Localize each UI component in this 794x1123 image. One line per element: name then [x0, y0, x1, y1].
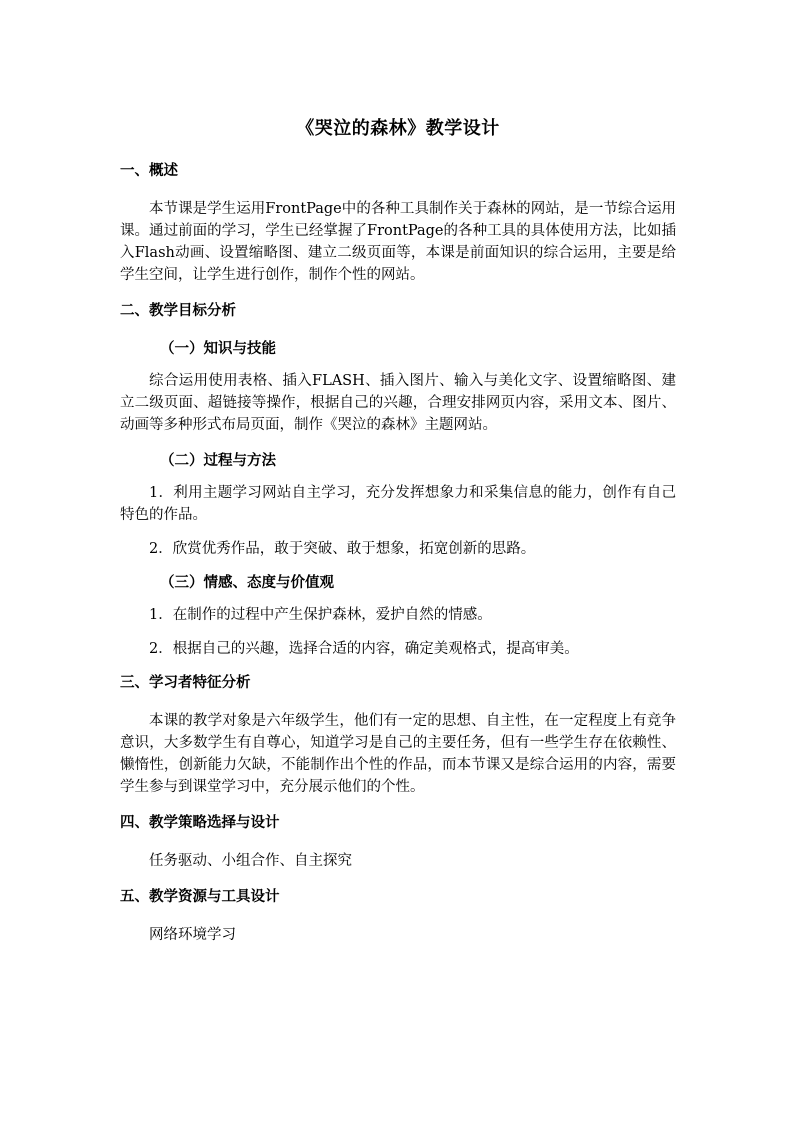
subheading-knowledge-skills: （一）知识与技能	[160, 340, 276, 357]
overview-paragraph: 本节课是学生运用FrontPage中的各种工具制作关于森林的网站，是一节综合运用课。通过前面的学习，学生已经掌握了FrontPage的各种工具的具体使用方法，比如插入Flash动画、设置缩略图、建立二级页面等，本课是前面知识的综合运用，主要是给学生空间，让学生进行创作，制作个性的网站。	[120, 201, 676, 283]
strategy-paragraph: 任务驱动、小组合作、自主探究	[149, 853, 352, 869]
document-title: 《哭泣的森林》教学设计	[296, 118, 500, 139]
section-heading-overview: 一、概述	[120, 162, 178, 179]
section-heading-objectives: 二、教学目标分析	[120, 302, 236, 319]
learner-analysis-paragraph: 本课的教学对象是六年级学生，他们有一定的思想、自主性，在一定程度上有竞争意识，大多数学生有自尊心，知道学习是自己的主要任务，但有一些学生存在依赖性、懒惰性，创新能力欠缺，不能制作出个性的作品，而本节课又是综合运用的内容，需要学生参与到课堂学习中，充分展示他们的个性。	[120, 713, 676, 795]
section-heading-strategy: 四、教学策略选择与设计	[120, 814, 280, 831]
knowledge-skills-paragraph: 综合运用使用表格、插入FLASH、插入图片、输入与美化文字、设置缩略图、建立二级页面、超链接等操作，根据自己的兴趣，合理安排网页内容，采用文本、图片、动画等多种形式布局页面，制作《哭泣的森林》主题网站。	[120, 373, 676, 433]
emotion-values-item-1: 1．在制作的过程中产生保护森林，爱护自然的情感。	[149, 607, 492, 623]
resources-paragraph: 网络环境学习	[149, 927, 236, 943]
section-heading-resources: 五、教学资源与工具设计	[120, 888, 280, 905]
subheading-process-method: （二）过程与方法	[160, 452, 276, 469]
subheading-emotion-values: （三）情感、态度与价值观	[160, 574, 334, 591]
section-heading-learner-analysis: 三、学习者特征分析	[120, 674, 251, 691]
process-method-item-1: 1．利用主题学习网站自主学习，充分发挥想象力和采集信息的能力，创作有自己特色的作品。	[120, 485, 676, 523]
process-method-item-2: 2．欣赏优秀作品，敢于突破、敢于想象，拓宽创新的思路。	[149, 541, 536, 557]
document-page	[120, 116, 676, 960]
emotion-values-item-2: 2．根据自己的兴趣，选择合适的内容，确定美观格式，提高审美。	[149, 641, 579, 657]
